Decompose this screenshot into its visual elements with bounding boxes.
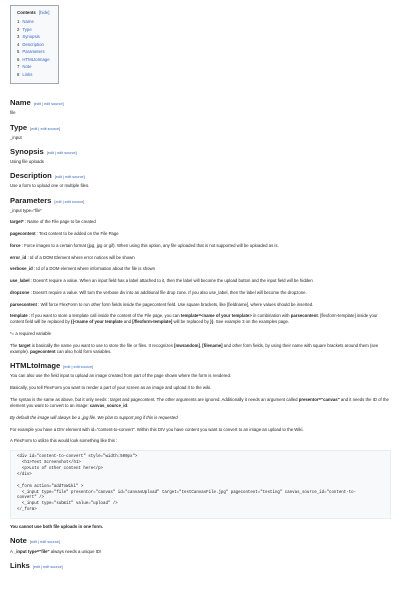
note-text: , bbox=[199, 342, 203, 348]
toc-title: Contents bbox=[17, 10, 36, 15]
heading-links bbox=[10, 561, 391, 570]
note-text: The bbox=[10, 342, 19, 348]
toc-item-description[interactable] bbox=[17, 41, 50, 49]
note-text: can also hold form variables. bbox=[55, 349, 112, 355]
required-note: *= a required variable bbox=[10, 331, 51, 337]
param-code: template=<name of your template> bbox=[180, 313, 252, 319]
param-name: template bbox=[10, 313, 28, 319]
toc-item-label[interactable]: Description bbox=[22, 41, 44, 47]
edit-separator: | bbox=[40, 564, 44, 569]
note-bold: [mwrandom] bbox=[174, 342, 200, 348]
toc-item-label[interactable]: Parameters bbox=[22, 49, 45, 55]
htmltoimage-p2: Basically, you tell FlexForm you want to render a part of your screen as an image and upload it to the wiki. bbox=[10, 385, 212, 391]
param-text: and bbox=[122, 319, 133, 325]
param-name: parsecontent bbox=[10, 301, 37, 307]
edit-source-link[interactable]: edit source bbox=[40, 540, 59, 545]
edit-link[interactable]: edit bbox=[31, 126, 38, 131]
htmltoimage-p5: For example you have a DIV element with id="content-to-convert". Within this DIV you have content you want to convert to an image an upload to the Wiki. bbox=[10, 426, 304, 432]
htmltoimage-p1: You can also use the field input to upload an image created from part of the page shown where the form is rendered. bbox=[10, 373, 232, 379]
edit-bracket-close: ] bbox=[62, 102, 64, 107]
target-note bbox=[10, 343, 391, 355]
edit-link[interactable]: edit bbox=[47, 151, 54, 155]
param-text: in combination with bbox=[251, 313, 291, 319]
p3-bold: canvas_source_id bbox=[89, 403, 128, 409]
toc-hide-toggle[interactable]: [hide] bbox=[38, 10, 50, 15]
toc-item-label[interactable]: HTMLtoImage bbox=[22, 56, 50, 62]
edit-link[interactable]: edit bbox=[33, 564, 41, 569]
edit-separator: | bbox=[40, 102, 44, 107]
parameter-item bbox=[10, 266, 391, 272]
parameter-list bbox=[10, 219, 391, 307]
toc-item-number: 2 bbox=[17, 26, 20, 32]
param-text: : Doesn't require a value. Will turn the verbose div into an additional file drop zone. If you also use_label, then the label will become the dropzone. bbox=[29, 289, 307, 295]
note-bold: _input type="file" bbox=[13, 548, 50, 554]
heading-description-text: Description bbox=[10, 171, 52, 181]
edit-bracket-open: [ bbox=[63, 365, 65, 370]
edit-bracket-close: ] bbox=[83, 175, 85, 180]
parameters-intro: _input type="file" bbox=[10, 207, 43, 213]
section-edit-links bbox=[30, 540, 60, 545]
param-text: : Id of a DOM Element where error notices will be shown bbox=[26, 254, 135, 260]
param-name: force bbox=[10, 242, 21, 248]
param-text: : Text content to be added on the File Page bbox=[35, 231, 119, 237]
parameter-item bbox=[10, 255, 391, 261]
param-text: . See example 3 on the examples page. bbox=[213, 319, 290, 325]
edit-separator: | bbox=[70, 365, 74, 370]
param-text: : Doesn't require a value. When an input field has a label attached to it, then the label will become the upload button and the input field will be hidden bbox=[29, 278, 313, 284]
heading-type bbox=[10, 123, 391, 132]
toc-header bbox=[17, 10, 50, 16]
parameter-item bbox=[10, 219, 391, 225]
toc-item-number: 7 bbox=[17, 64, 20, 70]
edit-source-link[interactable]: edit source bbox=[40, 126, 60, 131]
edit-link[interactable]: edit bbox=[64, 365, 71, 370]
heading-synopsis bbox=[10, 147, 391, 156]
edit-separator: | bbox=[61, 199, 65, 204]
section-edit-links bbox=[30, 127, 60, 132]
edit-source-link[interactable]: edit source bbox=[43, 102, 63, 107]
toc-item-number: 5 bbox=[17, 49, 20, 55]
toc-item-synopsis[interactable] bbox=[17, 33, 50, 41]
edit-source-link[interactable]: edit source bbox=[43, 564, 62, 569]
synopsis-text: Using file uploads bbox=[10, 159, 44, 165]
description-text: Use a form to upload one or multiple files. bbox=[10, 183, 90, 189]
heading-parameters-text: Parameters bbox=[10, 195, 52, 205]
edit-bracket-close: ] bbox=[92, 365, 94, 370]
p3-bold: presentor="canvas" bbox=[298, 396, 340, 402]
heading-description bbox=[10, 171, 391, 180]
parameter-item bbox=[10, 231, 391, 237]
param-code: {{<name of your template bbox=[70, 319, 123, 325]
param-name: verbose_id bbox=[10, 266, 33, 272]
edit-separator: | bbox=[53, 151, 58, 155]
param-text: : Force images to a certain format (jpg, jpg or gif). When using this option, any file uploaded that is not supported will be uploaded as is. bbox=[20, 242, 279, 248]
toc-item-label[interactable]: Links bbox=[22, 71, 33, 77]
param-code: [/flexform-template] bbox=[132, 319, 173, 325]
toc-item-number: 3 bbox=[17, 34, 20, 40]
note-bold: pagecontent bbox=[30, 349, 56, 355]
edit-source-link[interactable]: edit source bbox=[73, 365, 93, 370]
edit-bracket-close: ] bbox=[61, 564, 63, 569]
p3-text: and it needs the ID of the element you want to convert to an image: bbox=[10, 396, 389, 409]
edit-bracket-open: [ bbox=[54, 175, 56, 180]
note-plain: A bbox=[10, 548, 14, 554]
param-text: : If you want to store a template call inside the content of the File page, you can bbox=[27, 313, 181, 319]
param-text: : Id of a DOM element where information about the file is shown bbox=[32, 266, 155, 272]
note-bold: target bbox=[18, 342, 31, 348]
toc-item-parameters[interactable] bbox=[17, 48, 50, 56]
param-name: pagecontent bbox=[10, 231, 36, 237]
section-edit-links bbox=[33, 565, 63, 570]
param-text: will be replaced by bbox=[172, 319, 211, 325]
edit-bracket-close: ] bbox=[58, 540, 60, 545]
heading-name bbox=[10, 98, 391, 107]
param-name: error_id bbox=[10, 254, 27, 260]
edit-bracket-open: [ bbox=[33, 102, 35, 107]
toc-item-links[interactable] bbox=[17, 71, 50, 79]
edit-bracket-close: ] bbox=[59, 126, 61, 131]
toc-item-label[interactable]: Note bbox=[22, 64, 32, 70]
toc-list bbox=[17, 18, 50, 78]
toc-item-number: 8 bbox=[17, 71, 20, 77]
edit-link[interactable]: edit bbox=[55, 175, 62, 180]
p3-text: The syntax is the same as above, but it only needs : target and pagecontent. The other arguments are ignored. Additionally it needs an argument called bbox=[10, 396, 299, 402]
toc-item-name[interactable] bbox=[17, 18, 50, 26]
name-text: file bbox=[10, 110, 16, 116]
template-parameter bbox=[10, 313, 391, 325]
param-text: : Will force FlexForm to run other form fields inside the pagecontent field. Use square brackets, like [fieldname], where values should be inserted. bbox=[36, 301, 314, 307]
toc-item-number: 1 bbox=[17, 19, 20, 25]
param-name: use_label bbox=[10, 278, 30, 284]
heading-links-text: Links bbox=[10, 560, 30, 570]
note-bold: [filename] bbox=[202, 342, 223, 348]
parameter-item bbox=[10, 302, 391, 308]
edit-link[interactable]: edit bbox=[34, 102, 41, 107]
toc-item-number: 4 bbox=[17, 41, 20, 47]
toc-item-htmltoimage[interactable] bbox=[17, 56, 50, 64]
parameter-item bbox=[10, 278, 391, 284]
edit-source-link[interactable]: edit source bbox=[57, 151, 76, 155]
edit-link[interactable]: edit bbox=[55, 199, 62, 204]
section-edit-links bbox=[47, 151, 77, 156]
note-text bbox=[10, 549, 391, 555]
edit-source-link[interactable]: edit source bbox=[64, 199, 84, 204]
param-code: parsecontent bbox=[290, 313, 318, 319]
code-example: <div id="content-to-convert" style="width:500px"> <h1>Test Screenshot</h1> <p>Lots of other content here</p> </div> <_form action="addToWiki" > <_input type="file" presentor="canvas" id="canvasUpload" target="testCanvasFile.jpg" pagecontent="testing" canvas_source_id="content-to- convert" /> <_input type="submit" value="upload" /> </_form> bbox=[10, 450, 391, 519]
param-text: . [flexform-template] inside your content field will be replaced by bbox=[10, 313, 378, 325]
htmltoimage-p4: By default the image will always be a .jpg file. We plan to support png if this is requested bbox=[10, 414, 178, 420]
param-name: dropzone bbox=[10, 289, 30, 295]
toc-item-type[interactable] bbox=[17, 26, 50, 34]
heading-type-text: Type bbox=[10, 122, 28, 132]
table-of-contents bbox=[10, 5, 59, 84]
edit-link[interactable]: edit bbox=[30, 540, 38, 545]
edit-source-link[interactable]: edit source bbox=[65, 175, 84, 180]
note-plain: always needs a unique ID! bbox=[49, 548, 102, 554]
heading-htmltoimage-text: HTMLtoImage bbox=[10, 361, 61, 371]
edit-bracket-open: [ bbox=[30, 126, 32, 131]
edit-separator: | bbox=[37, 540, 41, 545]
type-text: _input bbox=[10, 134, 22, 140]
edit-bracket-open: [ bbox=[32, 564, 34, 569]
edit-bracket-close: ] bbox=[75, 151, 77, 155]
parameter-item bbox=[10, 290, 391, 296]
p3-text: . bbox=[127, 403, 129, 409]
htmltoimage-warning: You cannot use both file uploads in one form. bbox=[10, 524, 104, 530]
toc-item-number: 6 bbox=[17, 56, 20, 62]
heading-note-text: Note bbox=[10, 536, 27, 546]
note-text: and other form fields, by using their name with square brackets around them (see example). bbox=[10, 342, 379, 355]
section-edit-links bbox=[34, 102, 64, 107]
heading-parameters bbox=[10, 196, 391, 205]
toc-item-label[interactable]: Synopsis bbox=[22, 34, 40, 40]
param-name: target* bbox=[10, 219, 24, 225]
note-text: is basically the name you want to use to store the file or files. It recognizes bbox=[30, 342, 175, 348]
param-text: : Name of the File page to be created bbox=[23, 219, 96, 225]
toc-item-label[interactable]: Name bbox=[22, 19, 34, 25]
heading-note bbox=[10, 536, 391, 545]
section-edit-links bbox=[54, 200, 84, 205]
section-edit-links bbox=[63, 365, 93, 370]
heading-name-text: Name bbox=[10, 98, 31, 108]
htmltoimage-p6: A FlexForm to utilize this would look something like this : bbox=[10, 438, 118, 444]
toc-item-label[interactable]: Type bbox=[22, 26, 32, 32]
section-edit-links bbox=[55, 175, 85, 180]
toc-item-note[interactable] bbox=[17, 63, 50, 71]
edit-bracket-open: [ bbox=[29, 540, 31, 545]
edit-bracket-close: ] bbox=[83, 199, 85, 204]
htmltoimage-p3 bbox=[10, 397, 391, 409]
heading-htmltoimage bbox=[10, 361, 391, 370]
edit-separator: | bbox=[61, 175, 66, 180]
edit-separator: | bbox=[37, 126, 41, 131]
heading-synopsis-text: Synopsis bbox=[10, 147, 44, 156]
parameter-item bbox=[10, 243, 391, 249]
edit-bracket-open: [ bbox=[54, 199, 56, 204]
param-code: }} bbox=[210, 319, 214, 325]
edit-bracket-open: [ bbox=[46, 151, 48, 155]
